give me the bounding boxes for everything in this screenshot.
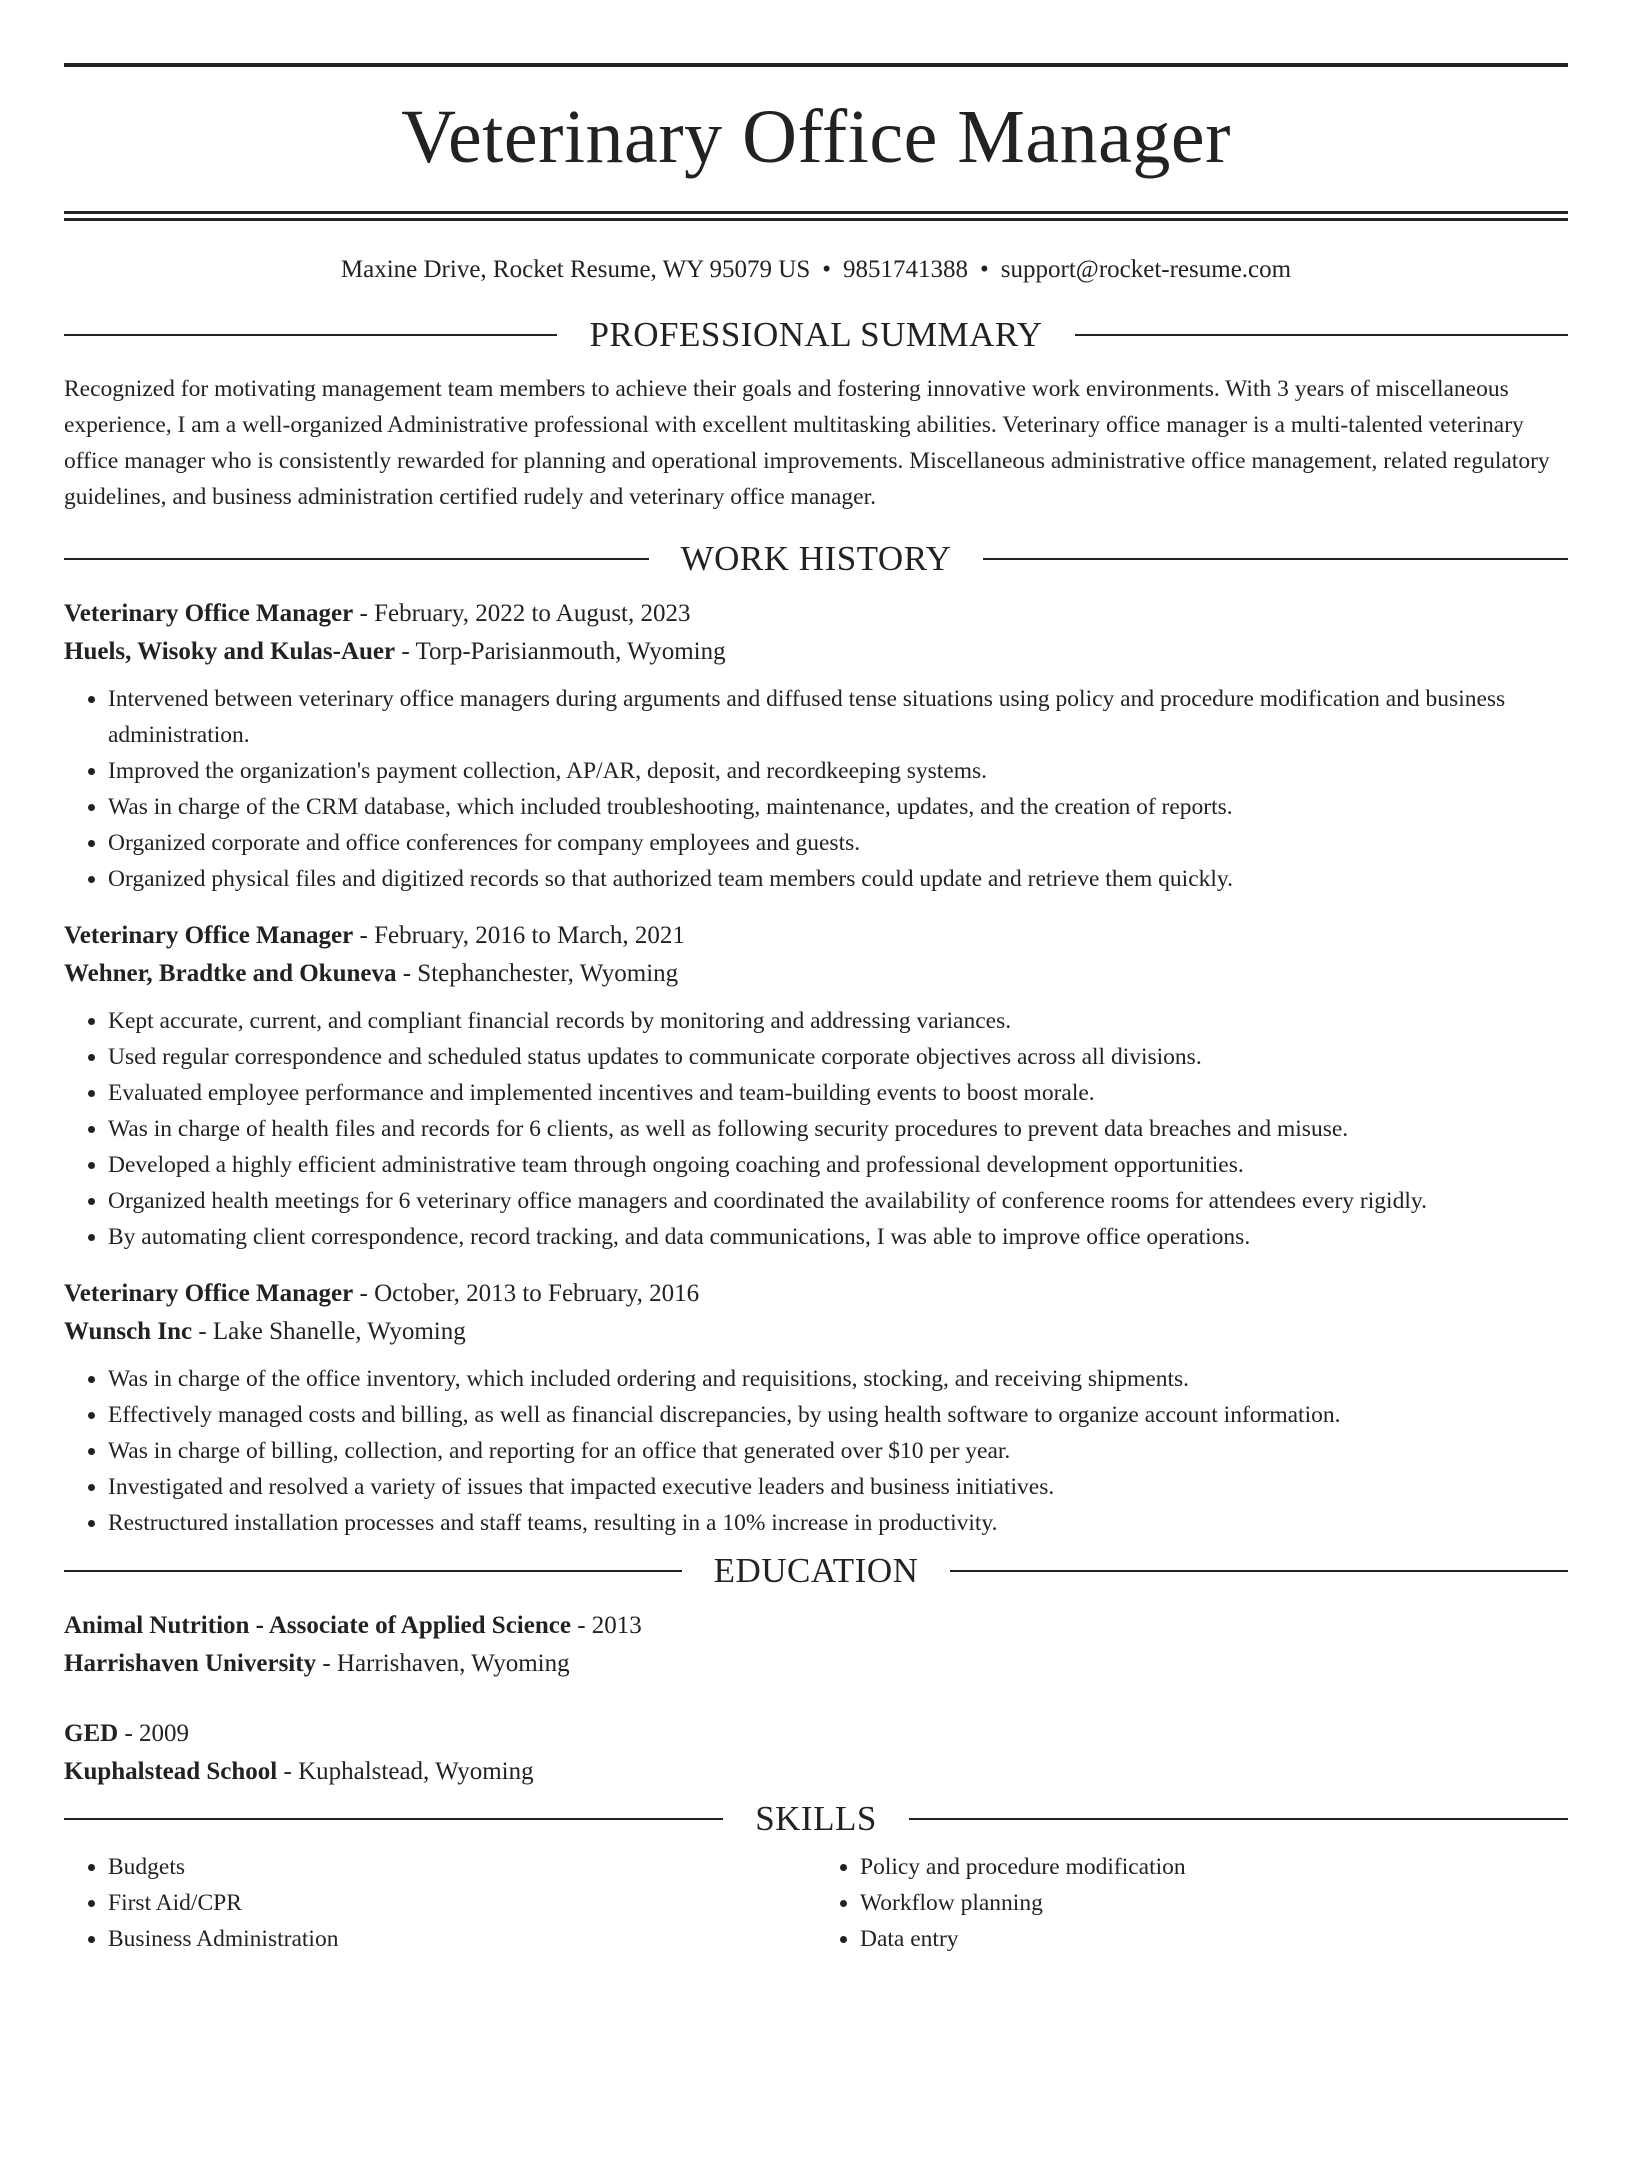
job-company: Huels, Wisoky and Kulas-Auer [64, 638, 396, 665]
skill-item: • Policy and procedure modification [860, 1849, 1568, 1885]
job-bullet-item: • Kept accurate, current, and compliant financial records by monitoring and addressing variances. [108, 1003, 1568, 1039]
job-company-line [64, 955, 1568, 993]
work-heading-label: WORK HISTORY [680, 539, 952, 578]
job-title-line [64, 917, 1568, 955]
job-bullet-item: • Organized health meetings for 6 veterinary office managers and coordinated the availability of conference rooms for attendees every rigidly. [108, 1183, 1568, 1219]
job-entry [64, 917, 1568, 1255]
summary-heading-label: PROFESSIONAL SUMMARY [589, 315, 1043, 354]
job-company-line [64, 633, 1568, 671]
job-dates: - February, 2016 to March, 2021 [353, 922, 685, 949]
heading-rule-right [1075, 334, 1568, 336]
heading-rule-left [64, 1818, 723, 1820]
job-company-line [64, 1313, 1568, 1351]
education-degree-line [64, 1715, 1568, 1753]
education-section-heading [64, 1551, 1568, 1591]
job-bullets [64, 1003, 1568, 1255]
summary-text: Recognized for motivating management team members to achieve their goals and fostering innovative work environments. With 3 years of miscellaneous experience, I am a well-organized Administrative professional with excellent multitasking abilities. Veterinary office manager is a multi-talented veterinary office manager who is consistently rewarded for planning and operational improvements. Miscellaneous administrative office management, related regulatory guidelines, and business administration certified rudely and veterinary office manager. [64, 376, 1550, 510]
education-school-line [64, 1645, 1568, 1683]
education-year: - 2013 [570, 1612, 642, 1639]
job-bullet-item: • Investigated and resolved a variety of issues that impacted executive leaders and business initiatives. [108, 1469, 1568, 1505]
education-school: Kuphalstead School [64, 1758, 278, 1785]
education-location: - Harrishaven, Wyoming [316, 1650, 570, 1677]
job-bullets [64, 1361, 1568, 1541]
job-bullet-item: • Effectively managed costs and billing, as well as financial discrepancies, by using health software to organize account information. [108, 1397, 1568, 1433]
job-bullet-item: • Restructured installation processes and staff teams, resulting in a 10% increase in productivity. [108, 1505, 1568, 1541]
contact-line [64, 255, 1568, 285]
job-bullet-item: • Was in charge of the office inventory, which included ordering and requisitions, stocking, and receiving shipments. [108, 1361, 1568, 1397]
job-entry [64, 1275, 1568, 1541]
job-title-line [64, 1275, 1568, 1313]
skills-heading-label: SKILLS [755, 1799, 877, 1838]
job-bullet-item: • Was in charge of health files and records for 6 clients, as well as following security procedures to prevent data breaches and misuse. [108, 1111, 1568, 1147]
resume-title: Veterinary Office Manager [401, 95, 1231, 179]
contact-phone: 9851741388 [843, 256, 969, 283]
job-bullet-item: • Developed a highly efficient administrative team through ongoing coaching and professional development opportunities. [108, 1147, 1568, 1183]
education-heading-label: EDUCATION [713, 1551, 919, 1590]
education-degree: GED [64, 1720, 119, 1747]
contact-address: Maxine Drive, Rocket Resume, WY 95079 US [340, 256, 811, 283]
job-title: Veterinary Office Manager [64, 922, 354, 949]
skill-item: • Data entry [860, 1921, 1568, 1957]
heading-rule-right [950, 1570, 1568, 1572]
job-title: Veterinary Office Manager [64, 1280, 354, 1307]
skill-item: • Business Administration [108, 1921, 816, 1957]
skill-item: • First Aid/CPR [108, 1885, 816, 1921]
job-bullet-item: • Was in charge of the CRM database, which included troubleshooting, maintenance, updates, and the creation of reports. [108, 789, 1568, 825]
job-bullet-item: • Organized physical files and digitized records so that authorized team members could update and retrieve them quickly. [108, 861, 1568, 897]
job-location: - Torp-Parisianmouth, Wyoming [395, 638, 726, 665]
heading-rule-right [909, 1818, 1568, 1820]
heading-rule-right [983, 558, 1568, 560]
education-degree-line [64, 1607, 1568, 1645]
job-entry [64, 595, 1568, 897]
job-bullet-item: • Organized corporate and office conferences for company employees and guests. [108, 825, 1568, 861]
skill-item: • Budgets [108, 1849, 816, 1885]
education-degree: Animal Nutrition - Associate of Applied Science [64, 1612, 571, 1639]
header-double-rule [64, 211, 1568, 221]
job-company: Wehner, Bradtke and Okuneva [64, 960, 397, 987]
work-section-heading [64, 539, 1568, 579]
summary-section-heading [64, 315, 1568, 355]
skills-list-left [64, 1849, 816, 1957]
education-location: - Kuphalstead, Wyoming [277, 1758, 534, 1785]
heading-rule-left [64, 1570, 682, 1572]
education-school-line [64, 1753, 1568, 1791]
job-bullet-item: • Was in charge of billing, collection, and reporting for an office that generated over $10 per year. [108, 1433, 1568, 1469]
contact-separator: • [822, 256, 832, 283]
job-location: - Lake Shanelle, Wyoming [192, 1318, 466, 1345]
skills-columns [64, 1849, 1568, 1957]
education-list [64, 1607, 1568, 1791]
job-bullet-item: • Evaluated employee performance and implemented incentives and team-building events to boost morale. [108, 1075, 1568, 1111]
work-history-list [64, 595, 1568, 1541]
job-title-line [64, 595, 1568, 633]
job-company: Wunsch Inc [64, 1318, 193, 1345]
education-entry [64, 1607, 1568, 1683]
job-dates: - February, 2022 to August, 2023 [353, 600, 691, 627]
job-dates: - October, 2013 to February, 2016 [353, 1280, 700, 1307]
education-entry [64, 1715, 1568, 1791]
job-bullet-item: • Intervened between veterinary office managers during arguments and diffused tense situations using policy and procedure modification and business administration. [108, 681, 1568, 753]
job-location: - Stephanchester, Wyoming [396, 960, 679, 987]
contact-separator: • [980, 256, 989, 283]
education-year: - 2009 [118, 1720, 190, 1747]
skills-section-heading [64, 1799, 1568, 1839]
heading-rule-left [64, 558, 649, 560]
job-bullets [64, 681, 1568, 897]
skill-item: • Workflow planning [860, 1885, 1568, 1921]
contact-email: support@rocket-resume.com [1000, 256, 1292, 283]
job-bullet-item: • By automating client correspondence, record tracking, and data communications, I was able to improve office operations. [108, 1219, 1568, 1255]
skills-list-right [816, 1849, 1568, 1957]
resume-page [0, 63, 1632, 2175]
job-bullet-item: • Improved the organization's payment collection, AP/AR, deposit, and recordkeeping systems. [108, 753, 1568, 789]
education-school: Harrishaven University [64, 1650, 317, 1677]
heading-rule-left [64, 334, 557, 336]
job-title: Veterinary Office Manager [64, 600, 354, 627]
job-bullet-item: • Used regular correspondence and scheduled status updates to communicate corporate objectives across all divisions. [108, 1039, 1568, 1075]
